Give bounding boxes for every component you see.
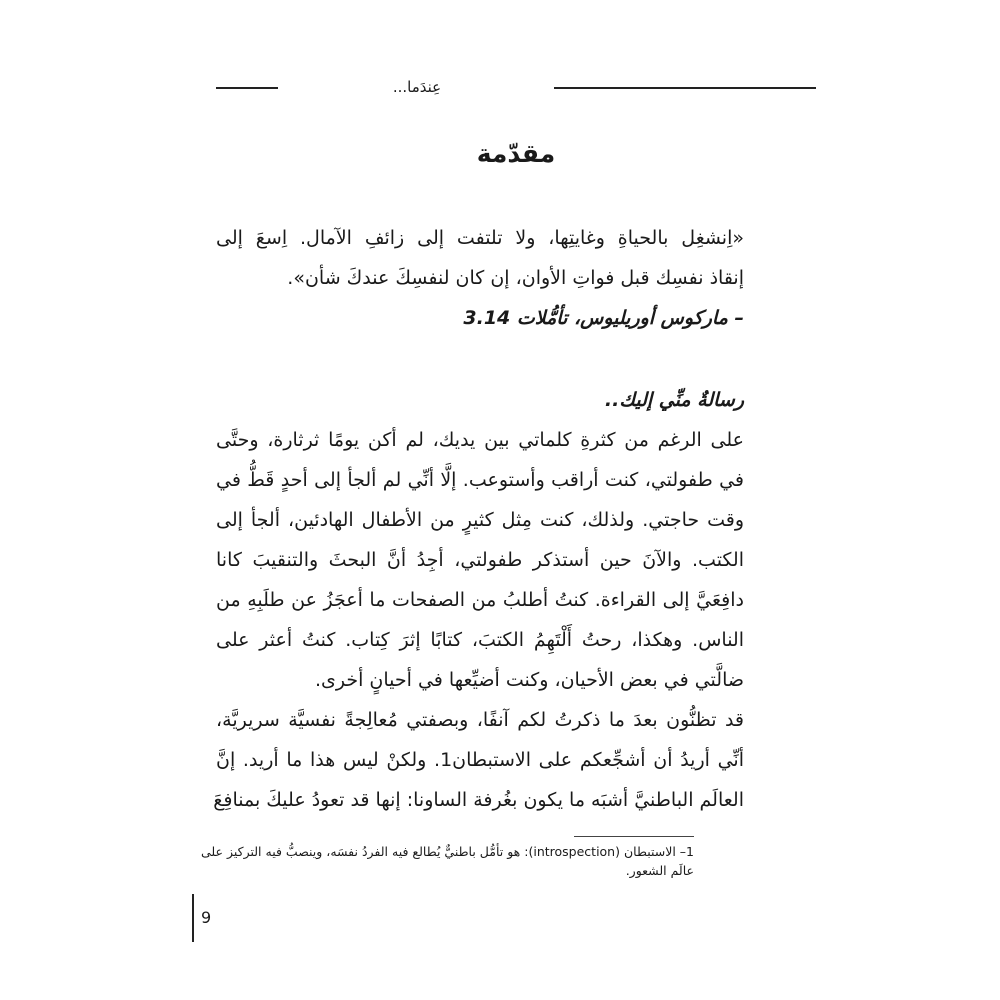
body-line: قد تظنُّون بعدَ ما ذكرتُ لكم آنفًا، وبصفتي مُعالِجةً نفسيَّة سريريَّة، [216, 709, 744, 731]
body-line: دافِعَيَّ إلى القراءة. كنتُ أطلبُ من الصفحات ما أعجَزُ عن طلَبِهِ من [216, 589, 744, 611]
body-line: أنِّي أريدُ أن أشجِّعكم على الاستبطان1. ولكنْ ليس هذا ما أريد. إنَّ [216, 749, 745, 771]
header-rule-left [216, 87, 278, 89]
running-head [216, 76, 816, 100]
body-line: على الرغم من كثرةِ كلماتي بين يديك، لم أكن يومًا ثرثارة، وحتَّى [216, 429, 744, 451]
body-line: الكتب. والآنَ حين أستذكر طفولتي، أجِدُ أنَّ البحثَ والتنقيبَ كانا [216, 549, 744, 571]
body-line: في طفولتي، كنت أراقب وأستوعب. إلَّا أنِّي لم ألجأ إلى أحدٍ قَطُّ في [216, 469, 744, 491]
footnote-line: عالَم الشعور. [625, 863, 694, 878]
footnote-line: 1– الاستبطان (introspection): هو تأمُّل باطنيٌّ يُطالع فيه الفردُ نفسَه، وينصبُّ فيه التركيز على [200, 844, 694, 859]
body-line: ضالَّتي في بعض الأحيان، وكنت أضيِّعها في أحيانٍ أخرى. [314, 669, 744, 691]
epigraph [216, 218, 744, 338]
body-line: العالَم الباطنيَّ أشبَه ما يكون بغُرفة الساونا: إنها قد تعودُ عليكَ بمنافِعَ [213, 789, 744, 811]
epigraph-attribution: – ماركوس أوريليوس، تأمُّلات 3.14 [463, 307, 744, 329]
page-number-rule [192, 894, 194, 942]
footnote [200, 842, 694, 880]
body-line: الناس. وهكذا، رحتُ أَلْتَهِمُ الكتبَ، كتابًا إثرَ كِتاب. كنتُ أعثر على [216, 629, 744, 651]
epigraph-line: «اِنشغِل بالحياةِ وغايتِها، ولا تلتفت إلى زائفِ الآمال. اِسعَ إلى [216, 227, 744, 249]
epigraph-line: إنقاذ نفسِك قبل فواتِ الأوان، إن كان لنفسِكَ عندكَ شأن». [287, 267, 744, 289]
body-line: وقت حاجتي. ولذلك، كنت مِثل كثيرٍ من الأطفال الهادئين، ألجأ إلى [216, 509, 744, 531]
header-rule-right [554, 87, 816, 89]
page-number: 9 [201, 908, 212, 927]
footnote-separator [574, 836, 694, 837]
body-text [213, 380, 745, 820]
salutation: رسالةٌ منِّي إليك.. [604, 389, 744, 411]
running-head-title: عِندَما... [392, 78, 442, 96]
chapter-title: مقدّمة [476, 139, 556, 168]
